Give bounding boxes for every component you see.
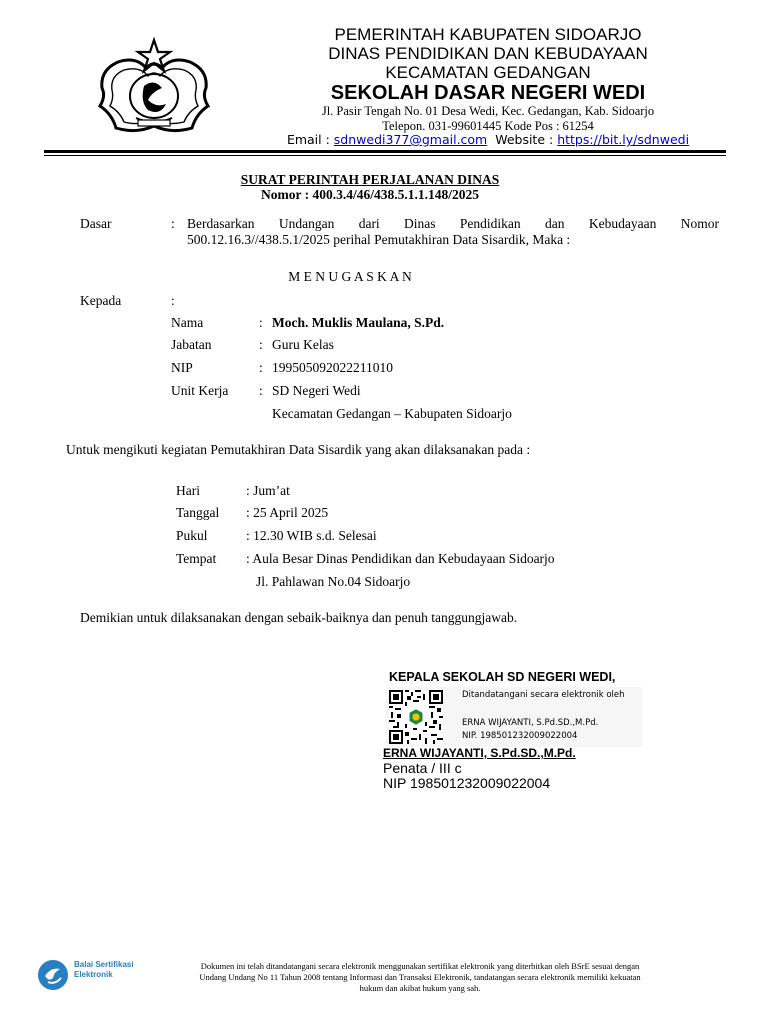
school-name: SEKOLAH DASAR NEGERI WEDI [330, 82, 646, 104]
jabatan-label: Jabatan [171, 337, 212, 352]
signatory-nip: NIP 198501232009022004 [383, 775, 551, 791]
nip-colon: : [259, 360, 263, 375]
nip-label: NIP [171, 360, 193, 375]
tempat-value: : Aula Besar Dinas Pendidikan dan Kebudayaan Sidoarjo [246, 551, 555, 566]
dasar-label: Dasar [80, 216, 112, 231]
dasar-text-1: Berdasarkan Undangan dari Dinas Pendidikan dan Kebudayaan Nomor [187, 216, 719, 231]
signature-title: KEPALA SEKOLAH SD NEGERI WEDI, [389, 670, 616, 684]
qr-code-icon [389, 690, 443, 744]
tempat-label: Tempat [176, 551, 217, 566]
pukul-label: Pukul [176, 528, 208, 543]
school-address: Jl. Pasir Tengah No. 01 Desa Wedi, Kec. Gedangan, Kab. Sidoarjo [321, 104, 655, 118]
email-link[interactable]: sdnwedi377@gmail.com [333, 132, 488, 147]
website-link[interactable]: https://bit.ly/sdnwedi [557, 132, 690, 147]
footer-note-2: Undang Undang No 11 Tahun 2008 tentang Informasi dan Transaksi Elektronik, tandatangan secara elektronik memiliki kekuatan [199, 972, 641, 982]
footer-note-1: Dokumen ini telah ditandatangani secara elektronik menggunakan sertifikat elektronik yang diterbitkan oleh BSrE sesuai dengan [200, 961, 640, 971]
pukul-value: : 12.30 WIB s.d. Selesai [246, 528, 377, 543]
unit-label: Unit Kerja [171, 383, 229, 398]
contact-line [240, 132, 736, 147]
esign-nip: NIP. 198501232009022004 [462, 731, 578, 741]
dasar-text-2: 500.12.16.3//438.5.1/2025 perihal Pemutakhiran Data Sisardik, Maka : [187, 232, 571, 247]
unit-colon: : [259, 383, 263, 398]
letterhead-divider [44, 150, 726, 153]
header-line-3: KECAMATAN GEDANGAN [385, 63, 591, 82]
nama-colon: : [259, 315, 263, 330]
footer-note-3: hukum dan akibat hukum yang sah. [359, 983, 481, 993]
signatory-rank: Penata / III c [383, 760, 462, 776]
hari-value: : Jum’at [246, 483, 290, 498]
tanggal-label: Tanggal [176, 505, 220, 520]
unit-value: SD Negeri Wedi [272, 383, 361, 398]
nama-value: Moch. Muklis Maulana, S.Pd. [272, 315, 445, 330]
tanggal-value: : 25 April 2025 [246, 505, 329, 520]
school-phone: Telepon. 031-99601445 Kode Pos : 61254 [382, 119, 594, 133]
letter-number: Nomor : 400.3.4/46/438.5.1.1.148/2025 [261, 187, 479, 202]
letter-title: SURAT PERINTAH PERJALANAN DINAS [240, 172, 500, 187]
closing-text: Demikian untuk dilaksanakan dengan sebaik-baiknya dan penuh tanggungjawab. [80, 610, 518, 625]
kepada-label: Kepada [80, 293, 122, 308]
hari-label: Hari [176, 483, 200, 498]
jabatan-colon: : [259, 337, 263, 352]
esign-name: ERNA WIJAYANTI, S.Pd.SD.,M.Pd. [462, 718, 599, 728]
nama-label: Nama [171, 315, 204, 330]
esign-note: Ditandatangani secara elektronik oleh [462, 690, 625, 700]
dasar-colon: : [171, 216, 175, 231]
signatory-name: ERNA WIJAYANTI, S.Pd.SD.,M.Pd. [383, 746, 576, 760]
letterhead-divider-thin [44, 155, 726, 156]
menugaskan-heading: M E N U G A S K A N [288, 269, 412, 284]
purpose-text: Untuk mengikuti kegiatan Pemutakhiran Data Sisardik yang akan dilaksanakan pada : [66, 442, 531, 457]
regency-crest-icon [96, 34, 212, 138]
header-line-1: PEMERINTAH KABUPATEN SIDOARJO [334, 25, 642, 44]
jabatan-value: Guru Kelas [272, 337, 334, 352]
website-label: Website : [495, 132, 554, 147]
email-label: Email : [286, 132, 330, 147]
unit-value-line2: Kecamatan Gedangan – Kabupaten Sidoarjo [272, 406, 512, 421]
nip-value: 199505092022211010 [272, 360, 393, 375]
bsre-logo-text: Balai Sertifikasi Elektronik [74, 960, 134, 979]
header-line-2: DINAS PENDIDIKAN DAN KEBUDAYAAN [328, 44, 648, 63]
kepada-colon: : [171, 293, 175, 308]
tempat-value-line2: Jl. Pahlawan No.04 Sidoarjo [256, 574, 411, 589]
